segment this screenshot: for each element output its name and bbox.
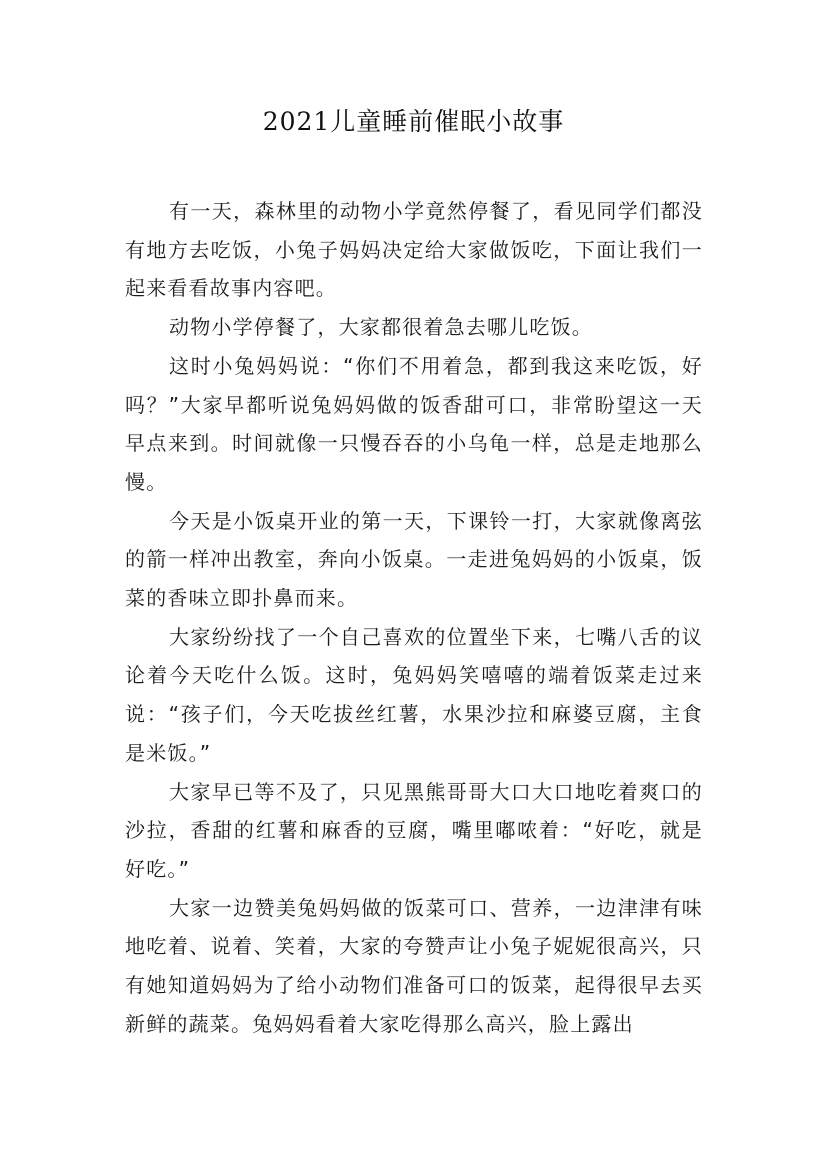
- paragraph-6: 大家早已等不及了，只见黑熊哥哥大口大口地吃着爽口的沙拉，香甜的红薯和麻香的豆腐，嘴里嘟哝着：“好吃，就是好吃。”: [125, 779, 703, 881]
- paragraph-4: 今天是小饭桌开业的第一天，下课铃一打，大家就像离弦的箭一样冲出教室，奔向小饭桌。一走进兔妈妈的小饭桌，饭菜的香味立即扑鼻而来。: [125, 508, 703, 611]
- paragraph-7: 大家一边赞美兔妈妈做的饭菜可口、营养，一边津津有味地吃着、说着、笑着，大家的夸赞声让小兔子妮妮很高兴，只有她知道妈妈为了给小动物们准备可口的饭菜，起得很早去买新鲜的蔬菜。兔妈妈看着大家吃得那么高兴，脸上露出: [125, 895, 703, 1036]
- paragraph-2: 动物小学停餐了，大家都很着急去哪儿吃饭。: [169, 315, 593, 340]
- document-title: 2021儿童睡前催眠小故事: [262, 107, 565, 136]
- paragraph-3: 这时小兔妈妈说：“你们不用着急，都到我这来吃饭，好吗？”大家早都听说兔妈妈做的饭香甜可口，非常盼望这一天早点来到。时间就像一只慢吞吞的小乌龟一样，总是走地那么慢。: [125, 353, 703, 494]
- paragraph-5: 大家纷纷找了一个自己喜欢的位置坐下来，七嘴八舌的议论着今天吃什么饭。这时，兔妈妈笑嘻嘻的端着饭菜走过来说：“孩子们，今天吃拔丝红薯，水果沙拉和麻婆豆腐，主食是米饭。”: [125, 624, 703, 765]
- paragraph-1: 有一天，森林里的动物小学竟然停餐了，看见同学们都没有地方去吃饭，小兔子妈妈决定给大家做饭吃，下面让我们一起来看看故事内容吧。: [125, 199, 703, 301]
- document-body: [125, 192, 703, 1043]
